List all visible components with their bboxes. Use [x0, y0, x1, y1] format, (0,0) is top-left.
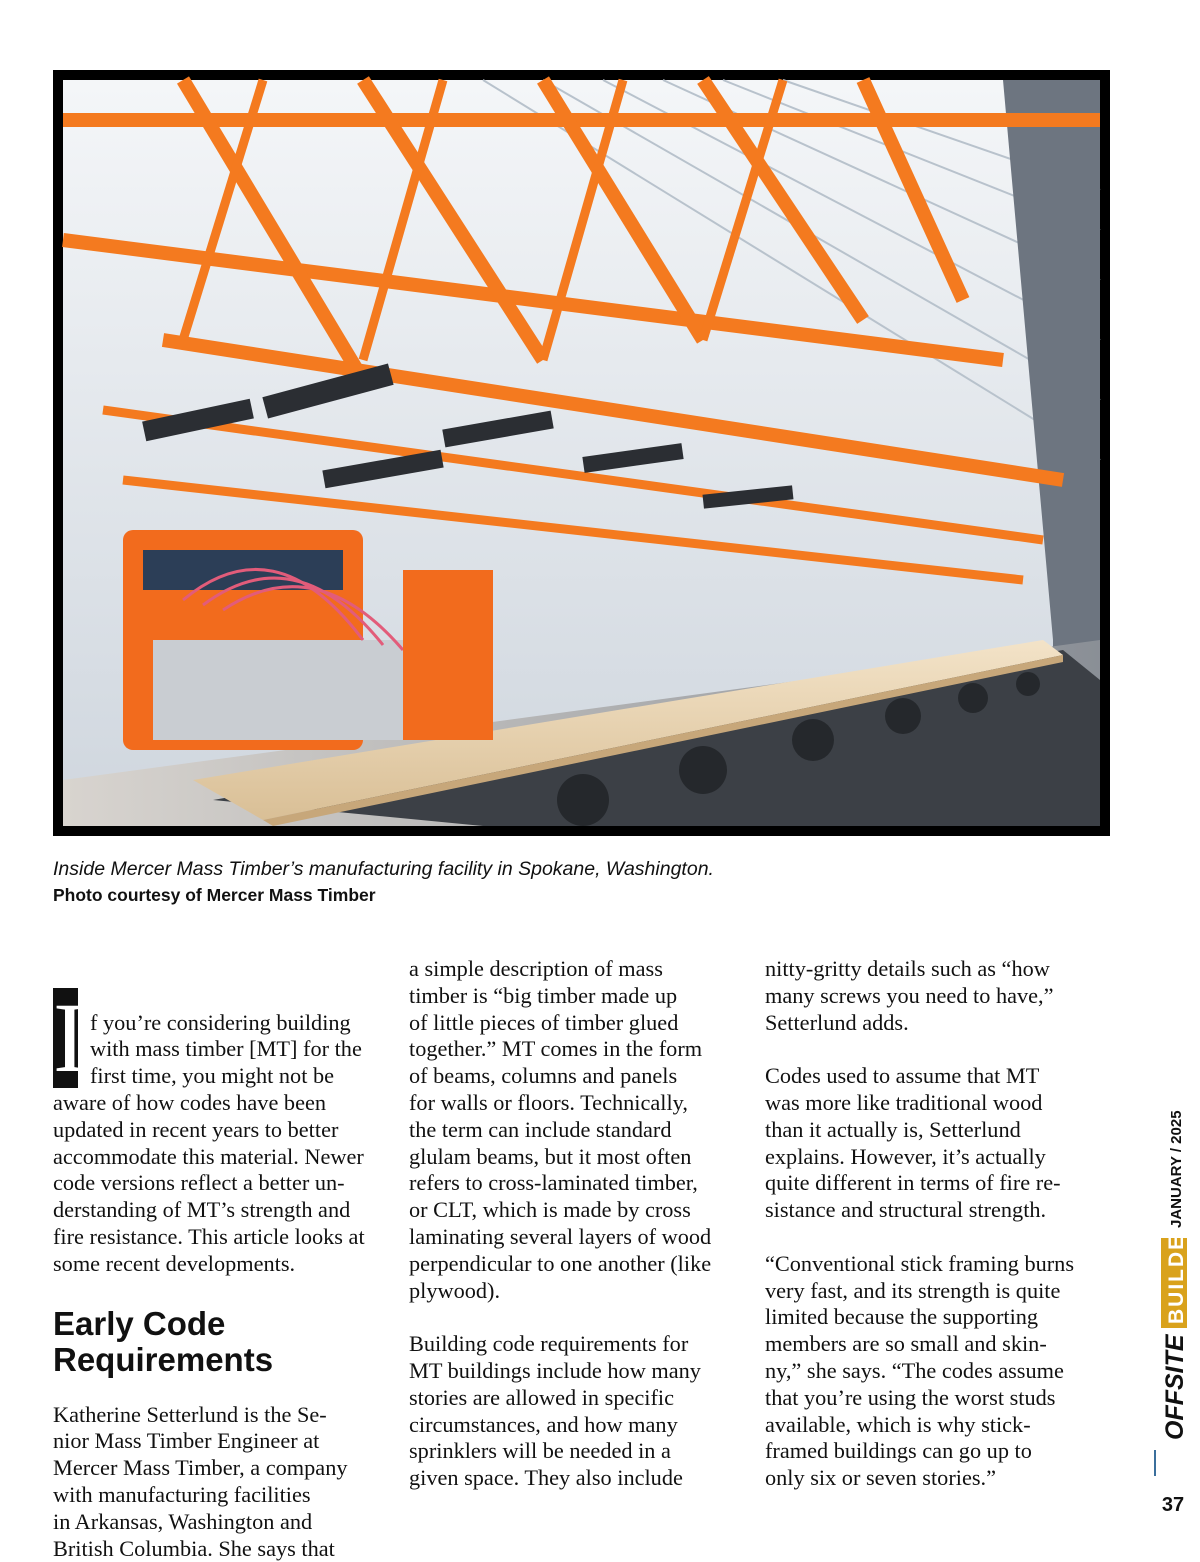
body-paragraph: Codes used to assume that MT was more like traditional wood than it actually is, Setterlund explains. However, it’s actually quite different in terms of fire re- sistance and structural strength.: [765, 1063, 1061, 1223]
article-column-1: [53, 956, 393, 1562]
body-paragraph: a simple description of mass timber is “big timber made up of little pieces of timber glued together.” MT comes in the form of beams, columns and panels for walls or floors. Technically, the term can include standard glulam beams, but it most often refers to cross-laminated timber, or CLT, which is made by cross laminating several layers of wood perpendicular to one another (like plywood).: [409, 956, 712, 1303]
caption-text: Inside Mercer Mass Timber’s manufacturing facility in Spokane, Washington.: [53, 858, 714, 880]
page-number: 37: [1161, 1494, 1185, 1516]
brand-offsite: OFFSITE: [1161, 1334, 1189, 1440]
vertical-brand-text: [1156, 1110, 1190, 1440]
factory-photo: [63, 80, 1100, 826]
section-heading: Early Code Requirements: [53, 1304, 274, 1378]
article-column-2: [409, 956, 749, 1492]
body-paragraph: “Conventional stick framing burns very fast, and its strength is quite limited because the supporting members are so small and skin- ny,” she says. “The codes assume that you’re using the worst studs available, which is why stick- framed buildings can go up to only six or seven stories.”: [765, 1250, 1074, 1491]
photo-caption: [53, 856, 1093, 908]
intro-text: f you’re considering building with mass timber [MT] for the first time, you might not be aware of how codes have been updated in recent years to better accommodate this material. Newer code versions reflect a better un- derstanding of MT’s strength and fire resistance. This article looks at some recent developments.: [53, 1009, 365, 1276]
feature-photo: [53, 70, 1110, 836]
article-column-3: [765, 956, 1105, 1492]
body-paragraph: nitty-gritty details such as “how many screws you need to have,” Setterlund adds.: [765, 956, 1054, 1035]
footer-divider: [1154, 1450, 1156, 1476]
brand-builder: BUILDER: [1165, 1216, 1188, 1324]
running-footer-vertical: [1156, 1110, 1190, 1440]
intro-paragraph: [53, 956, 393, 1278]
photo-credit: Photo courtesy of Mercer Mass Timber: [53, 885, 376, 905]
body-paragraph: Building code requirements for MT buildings include how many stories are allowed in specific circumstances, and how many sprinklers will be needed in a given space. They also include: [409, 1331, 701, 1491]
body-paragraph: Katherine Setterlund is the Se- nior Mass Timber Engineer at Mercer Mass Timber, a company with manufacturing facilities in Arkansas, Washington and British Columbia. She says that: [53, 1401, 348, 1561]
issue-date: JANUARY / 2025: [1168, 1110, 1185, 1228]
drop-cap: I: [53, 981, 87, 1093]
